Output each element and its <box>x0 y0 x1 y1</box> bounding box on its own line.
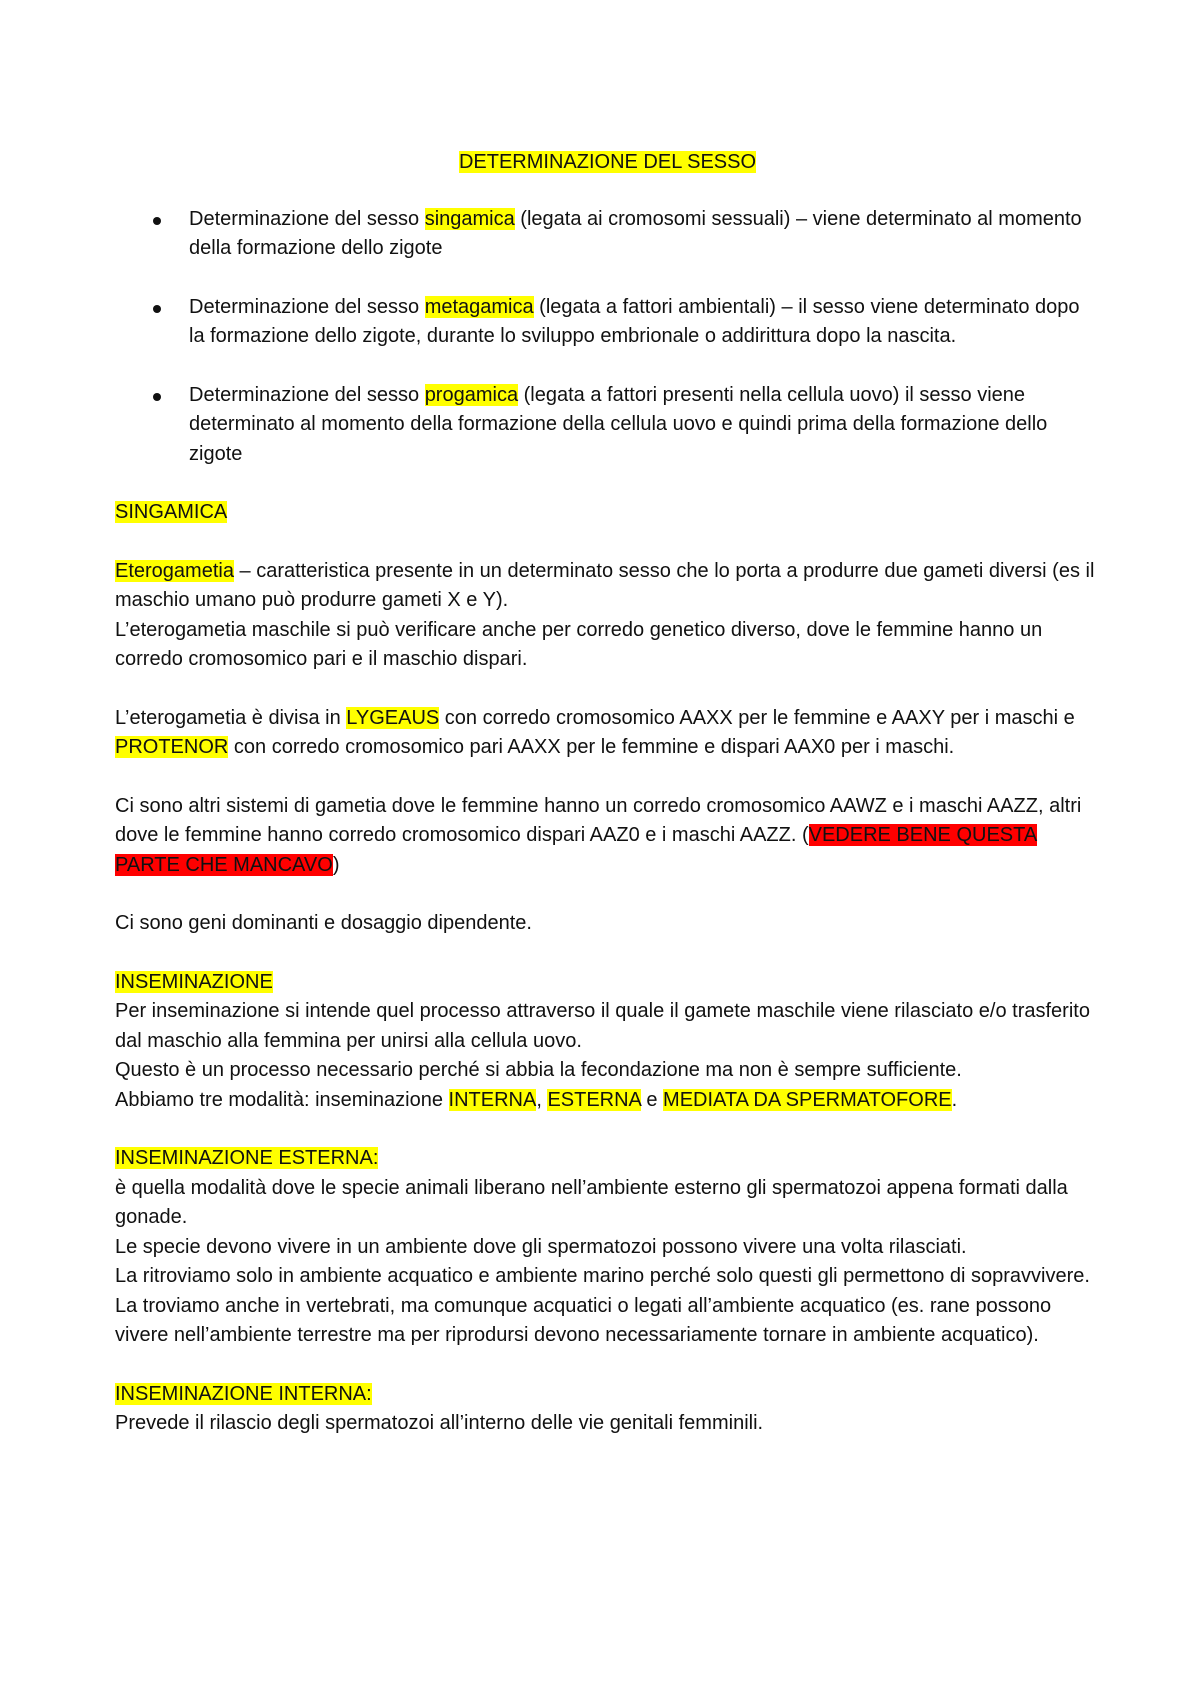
determination-types-list <box>115 205 1100 470</box>
term-highlight: ESTERNA <box>547 1088 641 1111</box>
bullet-icon <box>153 305 161 313</box>
list-item-singamica <box>115 205 1100 264</box>
bullet-text: Determinazione del sesso <box>189 383 425 406</box>
paragraph-text: ) <box>332 853 340 876</box>
paragraph-text: , <box>536 1088 548 1111</box>
list-item-progamica <box>115 381 1100 470</box>
paragraph-altri-sistemi <box>115 792 1100 881</box>
heading-highlight: SINGAMICA <box>115 501 228 523</box>
heading-highlight: INSEMINAZIONE ESTERNA: <box>115 1147 379 1169</box>
paragraph-esterna-3: La ritroviamo solo in ambiente acquatico e ambiente marino perché solo questi gli permettono di sopravvivere. <box>115 1265 1090 1287</box>
paragraph-inseminazione-2: Questo è un processo necessario perché si abbia la fecondazione ma non è sempre sufficiente. <box>115 1059 962 1081</box>
paragraph-esterna-4: La troviamo anche in vertebrati, ma comunque acquatici o legati all’ambiente acquatico (es. rane possono vivere nell’ambiente terrestre ma per riprodursi devono necessariamente tornare in ambiente acquatico). <box>115 1294 1052 1346</box>
title-highlight: DETERMINAZIONE DEL SESSO <box>458 151 757 173</box>
term-highlight: MEDIATA DA SPERMATOFORE <box>663 1088 952 1111</box>
paragraph-esterna-2: Le specie devono vivere in un ambiente dove gli spermatozoi possono vivere una volta rilasciati. <box>115 1235 967 1258</box>
heading-highlight: INSEMINAZIONE INTERNA: <box>115 1382 372 1405</box>
list-item-metagamica <box>115 293 1100 352</box>
paragraph-eterogametia <box>115 557 1100 616</box>
bullet-highlight: metagamica <box>424 295 534 318</box>
paragraph-text: con corredo cromosomico pari AAXX per le femmine e dispari AAX0 per i maschi. <box>228 736 955 758</box>
section-heading-inseminazione <box>115 968 1100 998</box>
paragraph-geni: Ci sono geni dominanti e dosaggio dipendente. <box>115 912 532 934</box>
paragraph-eterogametia-maschile: L’eterogametia maschile si può verificare anche per corredo genetico diverso, dove le femmine hanno un corredo cromosomico pari e il maschio dispari. <box>115 618 1043 670</box>
paragraph-text: . <box>951 1088 958 1111</box>
bullet-icon <box>153 217 161 225</box>
bullet-highlight: progamica <box>424 383 519 406</box>
paragraph-interna-1: Prevede il rilascio degli spermatozoi all’interno delle vie genitali femminili. <box>115 1412 764 1434</box>
term-highlight: Eterogametia <box>115 559 234 582</box>
paragraph-text: con corredo cromosomico AAXX per le femmine e AAXY per i maschi e <box>439 706 1075 729</box>
bullet-text: (legata a fattori ambientali) – il sesso viene determinato dopo la formazione dello zigote, durante lo sviluppo embrionale o addirittura dopo la nascita. <box>189 295 1080 347</box>
bullet-text: (legata ai cromosomi sessuali) – viene determinato al momento della formazione dello zigote <box>189 207 1082 259</box>
term-highlight: LYGEAUS <box>346 706 440 729</box>
paragraph-text: Ci sono altri sistemi di gametia dove le femmine hanno un corredo cromosomico AAWZ e i maschi AAZZ, altri dove le femmine hanno corredo cromosomico dispari AAZ0 e i maschi AAZZ. ( <box>115 794 1082 846</box>
bullet-text: (legata a fattori presenti nella cellula uovo) il sesso viene determinato al momento della formazione della cellula uovo e quindi prima della formazione dello zigote <box>189 383 1048 465</box>
heading-highlight: INSEMINAZIONE <box>115 970 273 993</box>
bullet-text: Determinazione del sesso <box>189 207 425 230</box>
term-highlight: INTERNA <box>448 1088 537 1111</box>
paragraph-text: e <box>640 1088 664 1111</box>
bullet-highlight: singamica <box>424 207 515 230</box>
section-heading-interna <box>115 1380 1100 1410</box>
paragraph-modalita <box>115 1086 1100 1116</box>
page-title <box>115 148 1100 178</box>
bullet-icon <box>153 393 161 401</box>
paragraph-text: Abbiamo tre modalità: inseminazione <box>115 1088 449 1111</box>
section-heading-singamica <box>115 498 1100 528</box>
paragraph-esterna-1: è quella modalità dove le specie animali liberano nell’ambiente esterno gli spermatozoi appena formati dalla gonade. <box>115 1176 1068 1228</box>
section-heading-esterna <box>115 1144 1100 1174</box>
term-highlight: PROTENOR <box>115 736 229 758</box>
red-highlight-note: VEDERE BENE QUESTA PARTE CHE MANCAVO <box>115 824 1038 876</box>
bullet-text: Determinazione del sesso <box>189 295 425 318</box>
paragraph-text: L’eterogametia è divisa in <box>115 706 347 729</box>
paragraph-lygeaus-protenor <box>115 704 1100 763</box>
paragraph-text: – caratteristica presente in un determinato sesso che lo porta a produrre due gameti diversi (es il maschio umano può produrre gameti X e Y). <box>115 559 1095 611</box>
paragraph-inseminazione-1: Per inseminazione si intende quel processo attraverso il quale il gamete maschile viene rilasciato e/o trasferito dal maschio alla femmina per unirsi alla cellula uovo. <box>115 1000 1090 1052</box>
